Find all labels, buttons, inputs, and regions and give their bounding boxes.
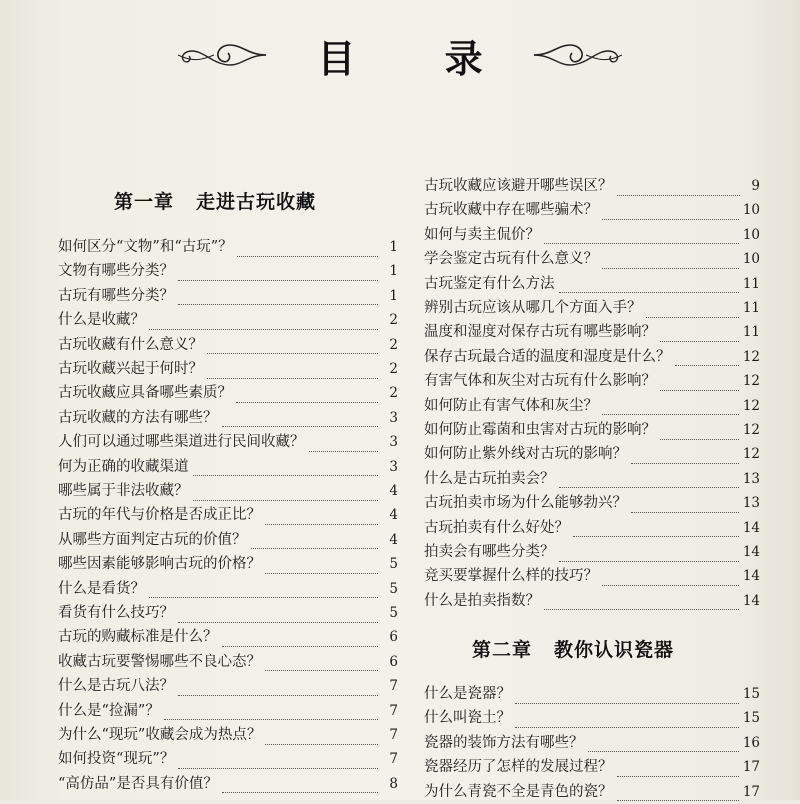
toc-entry: [424, 491, 760, 515]
dot-leader: [193, 463, 379, 476]
entry-page-number: 13: [742, 495, 760, 512]
dot-leader: [207, 366, 378, 379]
toc-entry: [58, 357, 398, 381]
toc-entry: [424, 755, 760, 779]
chapter-heading-2: [472, 635, 674, 662]
entry-page-number: 17: [742, 783, 760, 800]
entry-question: 古玩收藏应具备哪些素质？: [58, 385, 232, 402]
entry-question: 哪些属于非法收藏？: [58, 483, 189, 499]
toc-entry: [58, 333, 398, 357]
dot-leader: [660, 329, 739, 342]
entry-page-number: 8: [389, 775, 398, 792]
entry-question: 古玩收藏的方法有哪些？: [58, 409, 218, 426]
dot-leader: [251, 536, 379, 549]
dot-leader: [178, 268, 378, 281]
dot-leader: [544, 231, 739, 244]
entry-question: 古玩的购藏标准是什么？: [58, 629, 218, 646]
entry-question: 瓷器经历了怎样的发展过程？: [424, 759, 613, 776]
dot-leader: [178, 610, 378, 623]
dot-leader: [265, 658, 378, 671]
toc-entry: [424, 174, 760, 198]
entry-question: 从哪些方面判定古玩的价值？: [58, 531, 247, 548]
entry-page-number: 14: [742, 568, 760, 585]
toc-entry: [58, 381, 398, 405]
dot-leader: [222, 780, 378, 793]
entry-question: 瓷器的装饰方法有哪些？: [424, 734, 584, 751]
entry-question: 看货有什么技巧？: [58, 605, 174, 621]
entry-page-number: 5: [389, 605, 398, 621]
entry-question: 什么是古玩八法？: [58, 678, 174, 695]
dot-leader: [237, 244, 378, 257]
entry-page-number: 13: [742, 470, 760, 487]
entry-question: “高仿品”是否具有价值？: [58, 775, 218, 792]
entry-page-number: 1: [389, 287, 398, 304]
dot-leader: [602, 207, 739, 220]
entry-page-number: 2: [389, 336, 398, 353]
toc-entry: [58, 503, 398, 527]
toc-entry: [424, 320, 760, 344]
toc-entry: [58, 479, 398, 503]
toc-entry: [58, 625, 398, 649]
toc-entry: [58, 406, 398, 430]
dot-leader: [602, 256, 739, 269]
dot-leader: [309, 439, 379, 452]
dot-leader: [193, 488, 379, 501]
dot-leader: [588, 739, 739, 752]
toc-entry: [424, 394, 760, 418]
entry-question: 古玩有哪些分类？: [58, 287, 174, 304]
entry-page-number: 1: [389, 239, 398, 255]
entry-question: 古玩收藏兴起于何时？: [58, 361, 203, 377]
entry-page-number: 4: [389, 531, 398, 548]
toc-title: 目 录: [317, 35, 521, 81]
entry-page-number: 11: [742, 324, 760, 341]
entry-question: 古玩的年代与价格是否成正比？: [58, 507, 261, 524]
dot-leader: [617, 183, 741, 196]
entry-question: 如何防止有害气体和灰尘？: [424, 397, 598, 414]
dot-leader: [265, 732, 378, 745]
entry-question: 古玩拍卖市场为什么能够勃兴？: [424, 495, 627, 512]
entry-page-number: 3: [389, 409, 398, 426]
toc-entry: [424, 564, 760, 588]
toc-entry: [424, 247, 760, 271]
entry-question: 竞买要掌握什么样的技巧？: [424, 568, 598, 585]
entry-page-number: 14: [742, 544, 760, 560]
entry-page-number: 5: [389, 580, 398, 597]
entry-question: 为什么“现玩”收藏会成为热点？: [58, 727, 262, 743]
dot-leader: [265, 512, 378, 525]
dot-leader: [646, 305, 739, 318]
entry-page-number: 4: [389, 507, 398, 524]
toc-entry: [58, 601, 398, 625]
dot-leader: [602, 402, 739, 415]
entry-page-number: 14: [742, 519, 760, 536]
entry-question: 学会鉴定古玩有什么意义？: [424, 251, 598, 268]
entry-page-number: 2: [389, 385, 398, 402]
chapter-title: 走进古玩收藏: [196, 191, 317, 213]
toc-entry: [424, 418, 760, 442]
entry-question: 文物有哪些分类？: [58, 263, 174, 280]
entry-page-number: 3: [389, 458, 398, 475]
dot-leader: [631, 451, 739, 464]
entry-question: 古玩收藏应该避开哪些误区？: [424, 178, 613, 194]
dot-leader: [675, 353, 739, 366]
dot-leader: [617, 788, 739, 801]
dot-leader: [178, 683, 378, 696]
entry-page-number: 6: [389, 653, 398, 670]
entry-page-number: 10: [742, 251, 760, 268]
toc-header: [0, 30, 800, 80]
entry-question: 如何投资“现玩”？: [58, 751, 175, 768]
entry-page-number: 15: [742, 686, 760, 702]
entry-page-number: 9: [751, 178, 760, 194]
dot-leader: [617, 764, 739, 777]
dot-leader: [178, 756, 378, 769]
dot-leader: [559, 280, 739, 293]
dot-leader: [178, 292, 378, 305]
entry-question: 哪些因素能够影响古玩的价格？: [58, 556, 261, 573]
entry-question: 收藏古玩要警惕哪些不良心态？: [58, 653, 261, 670]
toc-entry: [424, 369, 760, 393]
entry-page-number: 3: [389, 434, 398, 451]
entry-question: 如何防止霉菌和虫害对古玩的影响？: [424, 422, 656, 438]
toc-entry: [58, 552, 398, 576]
entry-page-number: 7: [389, 678, 398, 695]
toc-entry: [424, 467, 760, 491]
entry-question: 古玩收藏中存在哪些骗术？: [424, 202, 598, 219]
toc-entry: [58, 308, 398, 332]
entry-page-number: 11: [742, 275, 760, 292]
entry-question: 人们可以通过哪些渠道进行民间收藏？: [58, 434, 305, 451]
toc-entry: [58, 430, 398, 454]
entry-question: 如何与卖主侃价？: [424, 226, 540, 243]
toc-entry: [58, 284, 398, 308]
dot-leader: [631, 500, 739, 513]
entry-page-number: 16: [742, 734, 760, 751]
toc-entry: [424, 345, 760, 369]
right-flourish-icon: [531, 37, 626, 73]
toc-entry: [58, 235, 398, 259]
entry-question: 拍卖会有哪些分类？: [424, 544, 555, 560]
toc-entry: [424, 540, 760, 564]
left-flourish-icon: [174, 37, 269, 73]
toc-entry: [424, 682, 760, 706]
entry-question: 古玩拍卖有什么好处？: [424, 519, 569, 536]
toc-entry: [58, 259, 398, 283]
toc-entry: [424, 706, 760, 730]
entry-page-number: 12: [742, 348, 760, 365]
entry-question: 如何防止紫外线对古玩的影响？: [424, 446, 627, 463]
toc-entry: [58, 747, 398, 771]
dot-leader: [544, 597, 739, 610]
toc-entry: [424, 272, 760, 296]
dot-leader: [207, 341, 378, 354]
toc-entry: [58, 699, 398, 723]
entry-question: 保存古玩最合适的温度和湿度是什么？: [424, 348, 671, 365]
dot-leader: [559, 549, 739, 562]
entry-question: 什么是拍卖指数？: [424, 592, 540, 609]
toc-entry: [424, 296, 760, 320]
entry-page-number: 14: [742, 592, 760, 609]
toc-entry: [424, 442, 760, 466]
toc-entry: [58, 455, 398, 479]
chapter-heading-1: [114, 187, 316, 214]
entry-question: 什么是“捡漏”？: [58, 702, 160, 719]
toc-entry: [58, 723, 398, 747]
chapter-title: 教你认识瓷器: [554, 639, 675, 661]
toc-entry: [58, 772, 398, 796]
entry-question: 什么是收藏？: [58, 312, 145, 329]
chapter-number: 第一章: [114, 191, 175, 213]
dot-leader: [222, 634, 379, 647]
entry-page-number: 10: [742, 202, 760, 219]
entry-page-number: 10: [742, 226, 760, 243]
entry-page-number: 4: [389, 483, 398, 499]
entry-question: 什么是瓷器？: [424, 686, 511, 702]
entry-page-number: 7: [389, 727, 398, 743]
toc-entry: [424, 223, 760, 247]
entry-page-number: 2: [389, 361, 398, 377]
dot-leader: [660, 427, 739, 440]
entry-question: 什么叫瓷土？: [424, 710, 511, 727]
toc-entry: [58, 577, 398, 601]
entry-question: 辨别古玩应该从哪几个方面入手？: [424, 300, 642, 316]
entry-page-number: 7: [389, 702, 398, 719]
entry-question: 古玩收藏有什么意义？: [58, 336, 203, 353]
entry-page-number: 11: [742, 300, 760, 316]
dot-leader: [559, 475, 739, 488]
entry-page-number: 12: [742, 446, 760, 463]
dot-leader: [515, 715, 739, 728]
toc-entry: [58, 528, 398, 552]
entry-question: 为什么青瓷不全是青色的瓷？: [424, 783, 613, 800]
dot-leader: [149, 585, 378, 598]
entry-page-number: 12: [742, 422, 760, 438]
entry-question: 如何区分“文物”和“古玩”？: [58, 239, 233, 255]
entry-page-number: 6: [389, 629, 398, 646]
toc-entry: [58, 674, 398, 698]
entry-question: 古玩鉴定有什么方法: [424, 275, 555, 292]
toc-entry: [424, 198, 760, 222]
entry-page-number: 7: [389, 751, 398, 768]
entry-page-number: 1: [389, 263, 398, 280]
entry-page-number: 15: [742, 710, 760, 727]
toc-entry: [58, 650, 398, 674]
entry-question: 什么是古玩拍卖会？: [424, 470, 555, 487]
entry-page-number: 12: [742, 373, 760, 390]
entry-question: 温度和湿度对保存古玩有哪些影响？: [424, 324, 656, 341]
entry-question: 什么是看货？: [58, 580, 145, 597]
dot-leader: [602, 573, 739, 586]
dot-leader: [236, 390, 378, 403]
dot-leader: [660, 378, 739, 391]
dot-leader: [164, 707, 378, 720]
entry-page-number: 5: [389, 556, 398, 573]
toc-entry: [424, 731, 760, 755]
chapter-number: 第二章: [472, 639, 533, 661]
entry-page-number: 2: [389, 312, 398, 329]
entry-page-number: 12: [742, 397, 760, 414]
entry-question: 何为正确的收藏渠道: [58, 458, 189, 475]
dot-leader: [515, 691, 739, 704]
toc-entry: [424, 516, 760, 540]
entry-page-number: 17: [742, 759, 760, 776]
toc-entry: [424, 589, 760, 613]
dot-leader: [222, 414, 379, 427]
dot-leader: [265, 561, 378, 574]
dot-leader: [149, 317, 378, 330]
dot-leader: [573, 524, 739, 537]
entry-question: 有害气体和灰尘对古玩有什么影响？: [424, 373, 656, 390]
